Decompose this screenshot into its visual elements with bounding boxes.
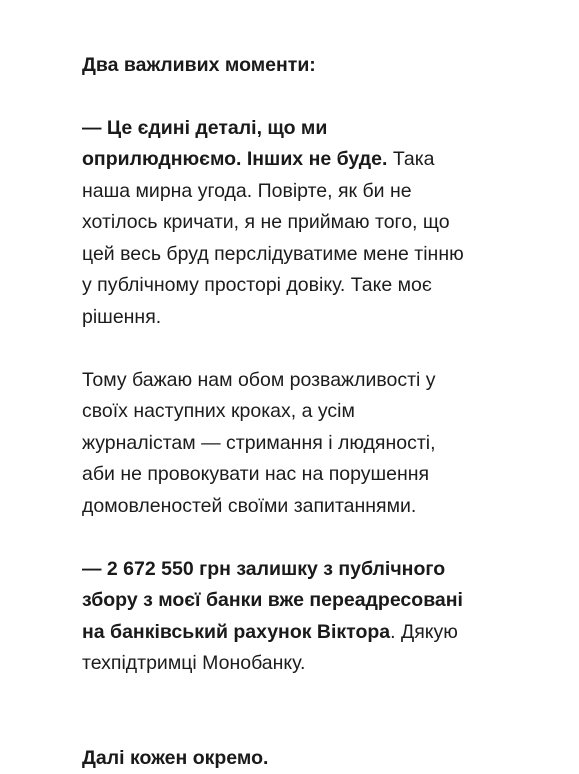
document-body xyxy=(82,18,539,774)
paragraph-point-one xyxy=(82,113,539,334)
closing-line xyxy=(82,711,539,774)
paragraph-point-two xyxy=(82,554,539,680)
point-two-regular-text: . Дякую техпідтримці Монобанку. xyxy=(82,620,458,674)
section-heading-text: Два важливих моменти: xyxy=(82,53,316,76)
paragraph-wish: Тому бажаю нам обом розважливості у своїх наступних кроках, а усім журналістам — стримання і людяності, аби не провокувати нас на порушення домовленостей своїми запитаннями. xyxy=(82,368,436,517)
point-one-bold-text: — Це єдині деталі, що ми оприлюднюємо. Інших не буде. xyxy=(82,116,388,170)
point-one-regular-text: Така наша мирна угода. Повірте, як би не хотілось кричати, я не приймаю того, що цей весь бруд перслідуватиме мене тінню у публічному просторі довіку. Таке моє рішення. xyxy=(82,148,464,328)
point-two-bold-text: — 2 672 550 грн залишку з публічного збору з моєї банки вже переадресовані на банківський рахунок Віктора xyxy=(82,557,463,643)
closing-line-text: Далі кожен окремо. xyxy=(82,746,269,769)
section-heading xyxy=(82,18,539,81)
